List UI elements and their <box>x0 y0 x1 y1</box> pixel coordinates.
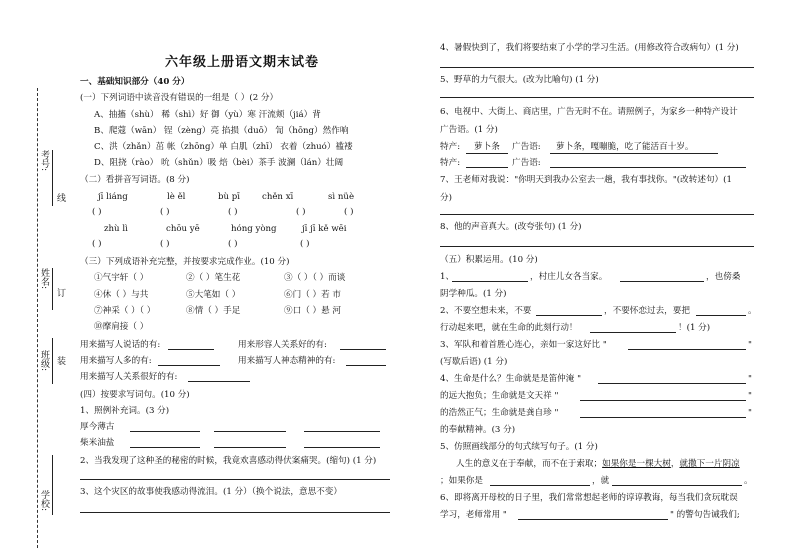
answer-box[interactable]: ( ) <box>160 207 170 217</box>
school-field[interactable] <box>52 455 53 515</box>
binding-bind-char: 装 <box>55 356 65 365</box>
answer-line[interactable] <box>440 67 754 68</box>
pinyin-3: bù pī <box>218 192 241 202</box>
answer-line[interactable] <box>452 281 528 282</box>
exam-title: 六年级上册语文期末试卷 <box>165 55 320 70</box>
pinyin-7: chōu yē <box>166 224 200 234</box>
answer-line[interactable] <box>346 365 386 366</box>
a5-example-underline-1: 如果你是一棵大树 <box>602 459 671 469</box>
a3-quote: " <box>748 340 752 350</box>
answer-box[interactable]: ( ) <box>228 239 238 249</box>
idiom-7[interactable]: ⑦神采（ ）（ ） <box>94 306 156 316</box>
a5-fill-1: ；如果你是 <box>440 476 483 486</box>
q1-heading: (一）下列词语中读音没有错误的一组是（ ）(2 分） <box>80 93 279 103</box>
answer-line[interactable] <box>304 431 380 432</box>
answer-line[interactable] <box>130 431 200 432</box>
r-q6-product-label: 特产: <box>440 142 461 152</box>
r-q6-product-example: 萝卜条 <box>466 143 508 154</box>
r-q4-text: 4、暑假快到了，我们将要结束了小学的学习生活。(用修改符合改病句）(1 分) <box>440 43 739 53</box>
use-label-speech: 用来描写人说话的有: <box>80 340 161 350</box>
a2-text: 2、不要空想未来，不要 <box>440 306 532 316</box>
a5-example <box>456 460 740 469</box>
answer-line[interactable] <box>580 400 746 401</box>
a4-text-3: 的浩然正气；生命就是龚自珍 " <box>440 408 559 418</box>
exam-number-field[interactable] <box>52 150 53 206</box>
answer-line[interactable] <box>612 485 742 486</box>
answer-line[interactable] <box>304 447 380 448</box>
example-word-2: 柴米油盐 <box>80 438 115 448</box>
a2-period: 。 <box>748 306 757 316</box>
answer-line[interactable] <box>440 214 754 215</box>
answer-line[interactable] <box>214 447 286 448</box>
pinyin-8: hóng yòng <box>231 224 277 234</box>
a1-tail: ，也傍桑 <box>706 272 741 282</box>
idiom-4[interactable]: ④休（ ）与共 <box>94 290 149 300</box>
answer-line[interactable] <box>440 246 754 247</box>
pinyin-5: sì nüè <box>328 192 355 202</box>
idiom-1[interactable]: ①气宇轩（ ） <box>94 273 149 283</box>
q1-option-c[interactable]: C、洪（zhǎn）茁 帐（zhōng）单 白肌（zhī） 衣着（zhuó）褴褛 <box>94 142 353 152</box>
use-label-close: 用来描写人关系很好的有: <box>80 372 178 382</box>
answer-line[interactable] <box>80 512 390 513</box>
idiom-5[interactable]: ⑤大笔如（ ） <box>186 290 241 300</box>
answer-box[interactable]: ( ) <box>344 207 354 217</box>
a1-end: 阴学种瓜。(1 分) <box>440 289 507 299</box>
answer-line[interactable] <box>158 365 220 366</box>
answer-box[interactable]: ( ) <box>228 207 238 217</box>
answer-line[interactable] <box>550 167 746 168</box>
pinyin-4: chěn xī <box>262 192 294 202</box>
q1-option-b[interactable]: B、爬蔻（wān） 锃（zèng）亮 掐损（duō） 訇（hōng）然作响 <box>94 126 349 136</box>
binding-seal-char: 订 <box>55 288 65 297</box>
r-q6-product-label-2: 特产: <box>440 158 461 168</box>
answer-box[interactable]: ( ) <box>300 239 310 249</box>
a4-quote-3: " <box>748 408 752 418</box>
answer-box[interactable]: ( ) <box>160 239 170 249</box>
answer-line[interactable] <box>466 167 508 168</box>
example-word-1: 厚今薄古 <box>80 422 115 432</box>
a4-end: 的奉献精神。(3 分) <box>440 425 516 435</box>
answer-line[interactable] <box>80 479 390 480</box>
a4-quote-2: " <box>748 391 752 401</box>
r-q6-slogan-label-2: 广告语: <box>512 158 541 168</box>
answer-line[interactable] <box>536 315 602 316</box>
idiom-6[interactable]: ⑥门（ ）若 市 <box>284 290 342 300</box>
a2-text-2: ，不要怀恋过去，要把 <box>604 306 690 316</box>
r-q6-slogan-example: 萝卜条，嘎嘣脆，吃了能活百十岁。 <box>550 143 718 154</box>
section-5-heading: （五）积累运用。(10 分) <box>440 255 538 265</box>
r-q7-text: 7、王老师对我说："你明天到我办公室去一趟，我有事找你。"(改转述句）(1 <box>440 175 732 185</box>
class-label: 班级: <box>39 350 49 372</box>
a5-example-comma: ， <box>670 459 680 469</box>
q4-1-heading: 1、照例补充词。(3 分) <box>80 406 170 416</box>
a6-text: 6、即将离开母校的日子里，我们常常想起老师的谆谆教诲，每当我们贪玩耽误 <box>440 493 738 503</box>
answer-box[interactable]: ( ) <box>296 207 306 217</box>
q4-heading: (四）按要求写词句。(10 分) <box>80 390 190 400</box>
answer-line[interactable] <box>440 97 754 98</box>
answer-line[interactable] <box>598 383 746 384</box>
a5-example-underline-2: 就撒下一片阴凉 <box>679 459 740 469</box>
r-q8-text: 8、他的声音真大。(改夸张句) (1 分) <box>440 222 582 232</box>
a3-text: 3、军队和着首胜心连心，亲如一家这好比 " <box>440 340 607 350</box>
q1-option-d[interactable]: D、阻挠（rào） 吮（shǔn）吸 焙（bèi）茶手 波澜（lán）壮阔 <box>94 158 344 168</box>
r-q7-text-2: 分) <box>440 193 452 203</box>
use-label-relation: 用来形容人关系好的有: <box>238 340 327 350</box>
answer-line[interactable] <box>628 349 746 350</box>
a1-prefix: 1、 <box>440 272 455 282</box>
a5-example-pre: 人生的意义在于奉献，而不在于索取； <box>456 459 603 469</box>
a4-quote-1: " <box>748 374 752 384</box>
answer-line[interactable] <box>168 349 214 350</box>
a5-fill-2: ，就 <box>592 476 610 486</box>
answer-line[interactable] <box>518 519 668 520</box>
idiom-2[interactable]: ②（ ）笔生花 <box>186 273 241 283</box>
a6-end: " 的警句告诫我们; <box>670 510 740 520</box>
use-label-crowd: 用来描写人多的有: <box>80 356 152 366</box>
pinyin-6: zhù lì <box>104 224 128 234</box>
idiom-9[interactable]: ⑨口（ ）悬 河 <box>284 306 342 316</box>
pinyin-2: lè ěl <box>167 192 186 202</box>
answer-line[interactable] <box>130 447 200 448</box>
pinyin-9: jī jī kě wēi <box>302 224 347 234</box>
idiom-10[interactable]: ⑩摩肩接（ ） <box>94 322 149 332</box>
student-name-label: 姓名: <box>39 268 49 290</box>
answer-box[interactable]: ( ) <box>92 207 102 217</box>
q4-3-text: 3、这个灾区的故事使我感动得流泪。(1 分）（换个说法，意思不变） <box>80 487 342 497</box>
answer-line[interactable] <box>580 417 746 418</box>
answer-line[interactable] <box>340 349 386 350</box>
a6-text-2: 学习，老师常用 " <box>440 510 507 520</box>
a3-end: (写歇后语) (1 分) <box>440 357 508 367</box>
a2-text-3: 行动起来吧，就在生命的此刻行动！ <box>440 323 578 333</box>
q1-option-a[interactable]: A、抽搐（shù） 稀（shì）好 御（yù）寒 汗流颊（jiá）背 <box>94 110 321 120</box>
answer-line[interactable] <box>590 332 676 333</box>
q4-2-text: 2、当我发现了这种圣的秘密的时候，我竟欢喜感动得伏案痛哭。(缩句) (1 分) <box>80 456 377 466</box>
a4-text-2: 的远大抱负；生命就是文天祥 " <box>440 391 559 401</box>
answer-line[interactable] <box>620 281 704 282</box>
a4-text: 4、生命是什么？生命就是是笛仲淹 " <box>440 374 582 384</box>
school-label: 学校: <box>39 490 49 512</box>
q3-heading: （三）下列成语补充完整，并按要求完成作业。(10 分) <box>80 257 290 267</box>
r-q6-text-2: 广告语。(1 分) <box>440 125 498 135</box>
r-q5-text: 5、野草的力气很大。(改为比喻句) (1 分) <box>440 75 599 85</box>
exam-number-label: 考号: <box>39 150 49 172</box>
r-q6-slogan-label: 广告语: <box>512 142 541 152</box>
pinyin-1: jī liáng <box>98 192 128 202</box>
a1-mid: ，村庄儿女各当家。 <box>530 272 608 282</box>
r-q6-text: 6、电视中、大街上、商店里，广告无时不在。请照例子，为家乡一种特产设计 <box>440 107 738 117</box>
idiom-3[interactable]: ③（ ）（ ）而谈 <box>284 273 346 283</box>
a5-text: 5、仿照画线部分的句式续写句子。(1 分) <box>440 442 598 452</box>
a2-end: ！(1 分) <box>678 323 711 333</box>
class-field[interactable] <box>52 338 53 384</box>
q2-heading: （二）看拼音写词语。(8 分) <box>80 175 190 185</box>
answer-line[interactable] <box>214 431 286 432</box>
answer-line[interactable] <box>490 485 590 486</box>
answer-box[interactable]: ( ) <box>92 239 102 249</box>
a5-fill-3: 。 <box>744 476 753 486</box>
answer-line[interactable] <box>188 381 250 382</box>
binding-line-char: 线 <box>55 193 65 202</box>
answer-line[interactable] <box>696 315 746 316</box>
section-1-heading: 一、基础知识部分（40 分） <box>80 77 190 87</box>
use-label-spirit: 用来描写人神态精神的有: <box>238 356 336 366</box>
student-name-field[interactable] <box>52 268 53 310</box>
idiom-8[interactable]: ⑧情（ ）手足 <box>186 306 241 316</box>
